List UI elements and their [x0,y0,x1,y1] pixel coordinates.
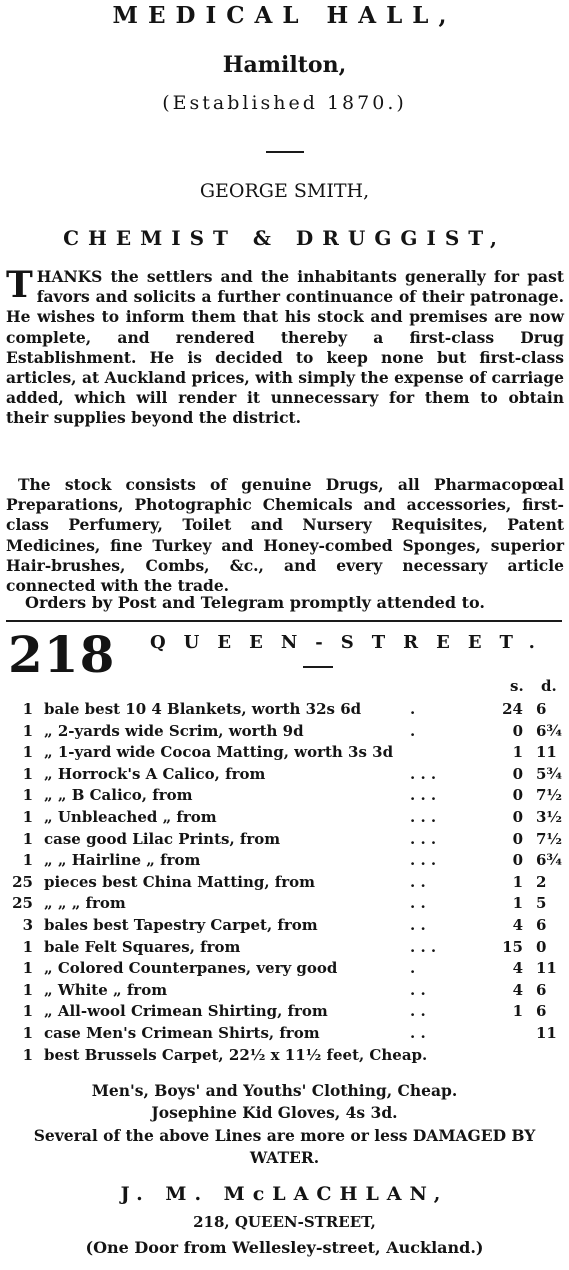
street-name: QUEEN-STREET. [150,632,553,653]
item-leader-dots: . . . [410,808,437,826]
gloves-line: Josephine Kid Gloves, 4s 3d. [151,1103,398,1122]
item-description: case good Lilac Prints, from [44,829,281,848]
item-pence: 7½ [536,829,563,848]
street-underline [303,666,333,668]
item-shillings: 0 [512,851,523,870]
item-quantity: 1 [22,937,33,956]
price-list-item [0,851,569,873]
item-leader-dots: . . [410,1002,426,1021]
item-pence: 2 [536,872,547,891]
item-pence: 11 [536,743,557,762]
item-pence: 3½ [536,808,563,826]
item-leader-dots: . . . [410,764,437,783]
street-number: 218 [8,625,116,684]
price-list-item [0,1046,569,1068]
item-description: „ All-wool Crimean Shirting, from [44,1002,328,1021]
item-description: bale best 10 4 Blankets, worth 32s 6d [44,700,362,718]
item-shillings: 0 [512,808,523,826]
item-pence: 6¾ [536,721,563,740]
intro-text: HANKS the settlers and the inhabitants generally for past favors and solicits a further continuance of their patronage. He wishes to inform them that his stock and premises are now complete, and rendered thereby a first-class Drug Establishment. He is decided to keep none but first-class articles, at Auckland prices, with simply the expense of carriage added, which will render it unnecessary for them to obtain their supplies beyond the district. [6,267,564,428]
item-description: best Brussels Carpet, 22½ x 11½ feet, Cheap. [44,1045,428,1064]
item-shillings: 0 [512,764,523,783]
medical-hall-title: MEDICAL HALL, [112,2,457,29]
orders-line: Orders by Post and Telegram promptly attended to. [25,593,485,612]
item-pence: 6 [536,700,547,718]
damaged-line-cont: WATER. [249,1148,320,1167]
item-quantity: 1 [22,829,33,848]
price-list-item [0,786,569,808]
item-leader-dots: . . [410,1024,426,1042]
price-list-item [0,700,569,722]
item-quantity: 1 [22,980,33,999]
item-quantity: 1 [22,786,33,805]
item-leader-dots: . . [410,894,426,913]
price-list-item [0,938,569,960]
item-quantity: 3 [22,916,33,934]
item-leader-dots: . [410,959,416,978]
item-leader-dots: . . . [410,786,437,805]
price-list-item [0,808,569,830]
merchant-location: (One Door from Wellesley-street, Auckland.) [85,1238,484,1257]
item-quantity: 1 [22,808,33,826]
item-description: bales best Tapestry Carpet, from [44,916,318,934]
price-list-item [0,916,569,938]
price-list-item [0,1002,569,1024]
item-quantity: 1 [22,851,33,870]
item-quantity: 1 [22,1024,33,1042]
damaged-line: Several of the above Lines are more or less DAMAGED BY [33,1126,536,1145]
item-quantity: 1 [22,721,33,740]
item-quantity: 1 [22,959,33,978]
item-description: „ Unbleached „ from [44,808,217,826]
item-quantity: 1 [22,1002,33,1021]
item-description: „ „ B Calico, from [44,786,193,805]
proprietor-name: GEORGE SMITH, [199,180,370,202]
price-list-item [0,743,569,765]
town-name: Hamilton, [222,52,347,78]
merchant-name: J. M. McLACHLAN, [120,1183,449,1205]
col-head-pence: d. [541,677,557,695]
item-shillings: 1 [512,872,523,891]
item-quantity: 1 [22,1045,33,1064]
item-leader-dots: . [410,700,416,718]
stock-paragraph: The stock consists of genuine Drugs, all Pharmacopœal Preparations, Photographic Chemicals and accessories, first-class Perfumery, Toilet and Nursery Requisites, Patent Medicines, fine Turkey and Honey-combed Sponges, superior Hair-brushes, Combs, &c., and every necessary article connected with the trade. [6,475,564,596]
item-quantity: 1 [22,700,33,718]
item-description: „ 2-yards wide Scrim, worth 9d [44,721,304,740]
clothing-line: Men's, Boys' and Youths' Clothing, Cheap. [91,1081,458,1100]
item-description: pieces best China Matting, from [44,872,316,891]
merchant-address: 218, QUEEN-STREET, [193,1213,376,1231]
item-shillings: 0 [512,721,523,740]
item-quantity: 25 [12,872,33,891]
price-list-item [0,981,569,1003]
established-line: (Established 1870.) [162,92,407,114]
item-description: bale Felt Squares, from [44,937,241,956]
item-shillings: 1 [512,1002,523,1021]
item-shillings: 24 [502,700,523,718]
drop-cap: T [6,264,33,306]
divider-rule [266,151,304,153]
item-quantity: 1 [22,764,33,783]
item-description: „ Colored Counterpanes, very good [44,959,338,978]
item-shillings: 0 [512,829,523,848]
item-leader-dots: . . [410,916,426,934]
col-head-shillings: s. [510,677,524,695]
section-rule [6,620,562,622]
item-description: „ „ Hairline „ from [44,851,201,870]
item-pence: 7½ [536,786,563,805]
price-list-item [0,873,569,895]
item-description: „ „ „ from [44,894,126,913]
item-quantity: 25 [12,894,33,913]
item-pence: 6 [536,916,547,934]
item-pence: 6¾ [536,851,563,870]
item-shillings: 0 [512,786,523,805]
item-pence: 6 [536,980,547,999]
item-shillings: 4 [512,959,523,978]
item-leader-dots: . . . [410,829,437,848]
item-pence: 5¾ [536,764,563,783]
item-leader-dots: . . . [410,937,437,956]
price-list-item [0,765,569,787]
price-list-item [0,894,569,916]
price-list-item [0,722,569,744]
proprietor-trade: CHEMIST & DRUGGIST, [63,226,506,250]
item-pence: 11 [536,959,557,978]
item-pence: 0 [536,937,547,956]
item-shillings: 4 [512,980,523,999]
item-leader-dots: . . . [410,851,437,870]
item-pence: 5 [536,894,547,913]
item-shillings: 1 [512,743,523,762]
price-list-item [0,959,569,981]
price-list-item [0,830,569,852]
item-pence: 11 [536,1024,557,1042]
item-shillings: 4 [512,916,523,934]
item-description: case Men's Crimean Shirts, from [44,1024,320,1042]
item-quantity: 1 [22,743,33,762]
item-shillings: 1 [512,894,523,913]
item-leader-dots: . [410,721,416,740]
item-leader-dots: . . [410,872,426,891]
item-description: „ 1-yard wide Cocoa Matting, worth 3s 3d [44,743,394,762]
item-description: „ Horrock's A Calico, from [44,764,266,783]
item-shillings: 15 [502,937,523,956]
price-list-item [0,1024,569,1046]
intro-paragraph [6,264,564,429]
item-description: „ White „ from [44,980,168,999]
item-leader-dots: . . [410,980,426,999]
item-pence: 6 [536,1002,547,1021]
